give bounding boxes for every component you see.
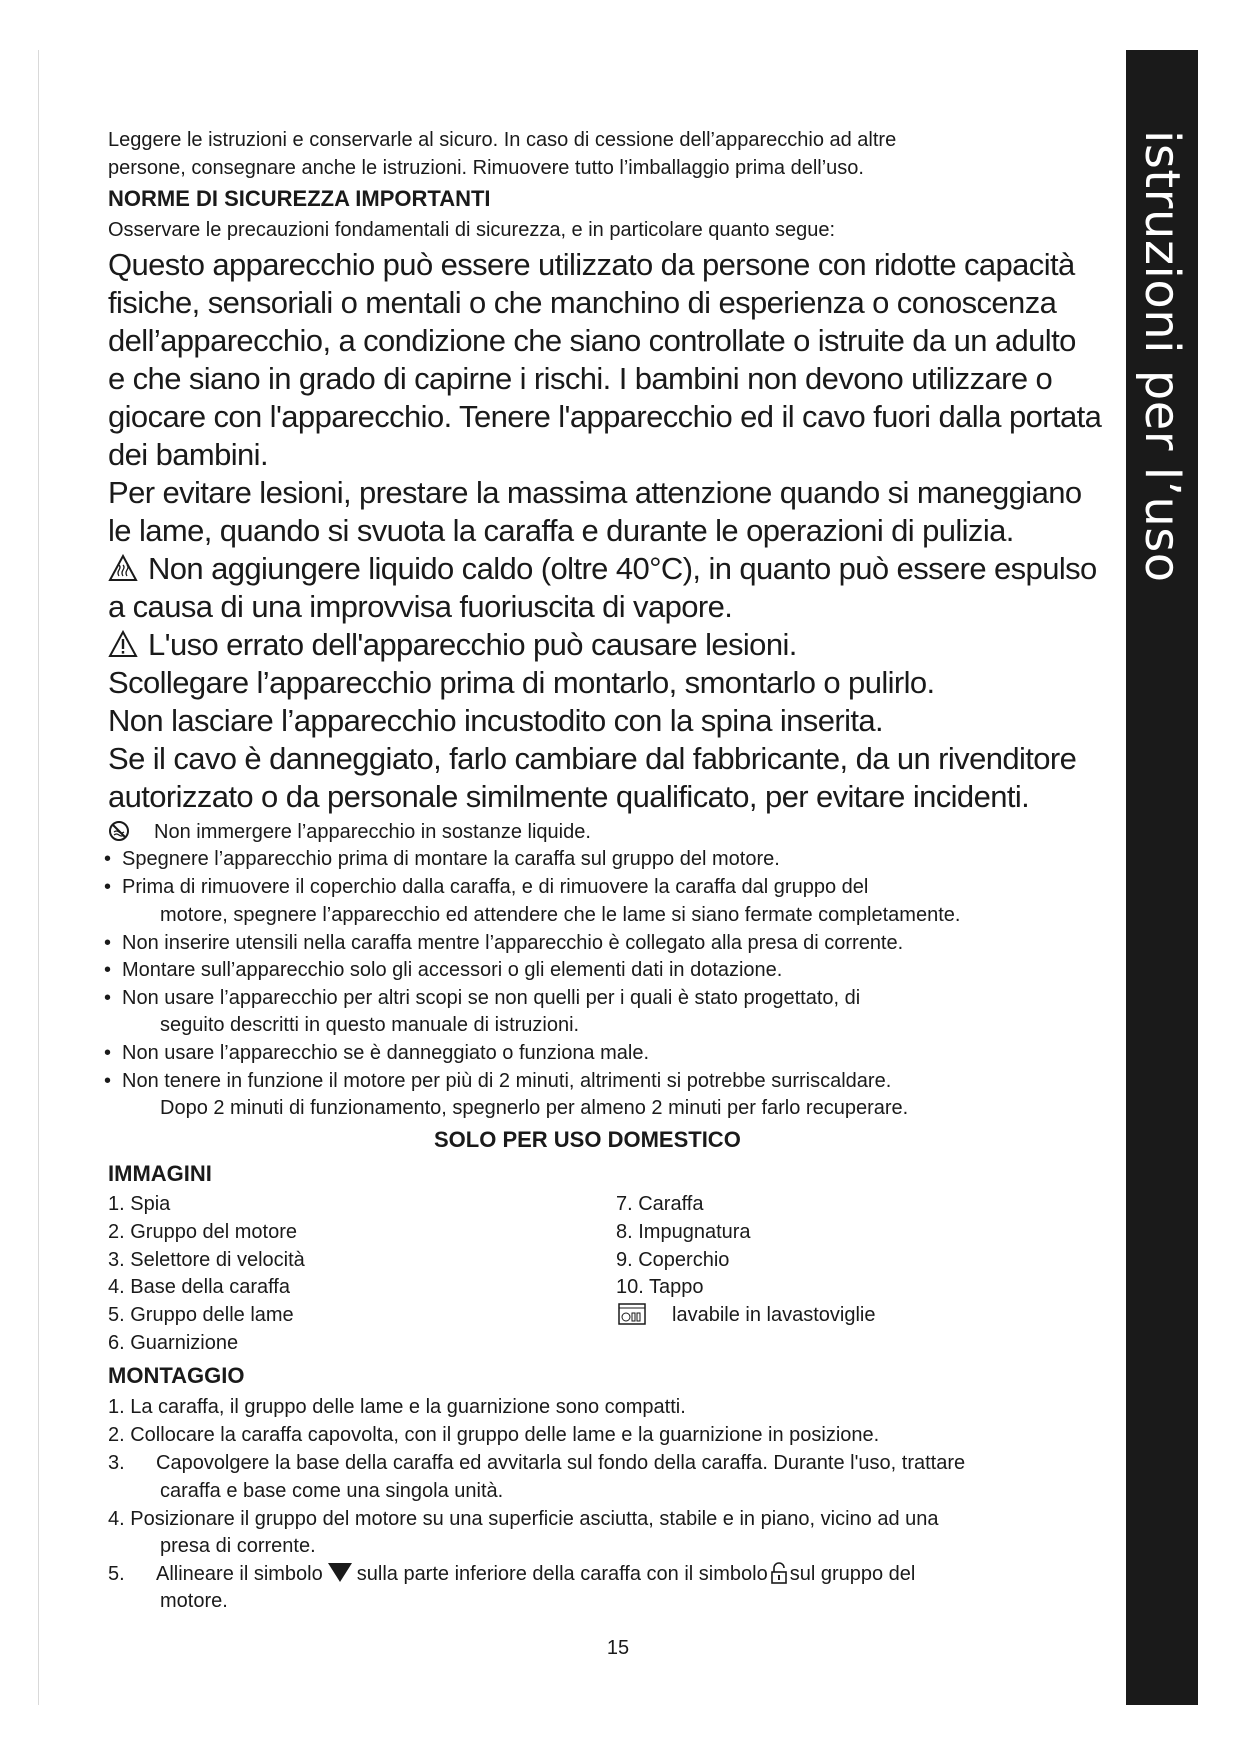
dishwasher-safe-note <box>618 1301 875 1329</box>
safety-bullet: • Montare sull’apparecchio solo gli accessori o gli elementi dati in dotazione. <box>108 956 782 984</box>
part-list-item: 7. Caraffa <box>616 1193 704 1215</box>
hot-liquid-warning-text: Non aggiungere liquido caldo (oltre 40°C), in quanto può essere espulso <box>148 551 1097 586</box>
safety-text-line: Non lasciare l’apparecchio incustodito con la spina inserita. <box>108 703 884 738</box>
safety-heading: NORME DI SICUREZZA IMPORTANTI <box>108 186 491 211</box>
side-tab <box>1126 50 1198 1705</box>
safety-bullet-continuation: Dopo 2 minuti di funzionamento, spegnerlo per almeno 2 minuti per farlo recuperare. <box>160 1097 909 1119</box>
part-list-item: 8. Impugnatura <box>616 1221 751 1243</box>
safety-text-line: giocare con l'apparecchio. Tenere l'apparecchio ed il cavo fuori dalla portata <box>108 399 1102 434</box>
part-list-item: 9. Coperchio <box>616 1249 730 1271</box>
part-list-item: 6. Guarnizione <box>108 1332 239 1354</box>
safety-text-line: le lame, quando si svuota la caraffa e durante le operazioni di pulizia. <box>108 513 1014 548</box>
safety-text-line: fisiche, sensoriali o mentali o che manchino di esperienza o conoscenza <box>108 285 1057 320</box>
safety-text-line: e che siano in grado di capirne i rischi. I bambini non devono utilizzare o <box>108 361 1053 396</box>
safety-text-line: dei bambini. <box>108 437 268 472</box>
safety-bullet: • Non tenere in funzione il motore per più di 2 minuti, altrimenti si potrebbe surriscaldare. <box>108 1067 891 1095</box>
part-list-item: 5. Gruppo delle lame <box>108 1304 294 1326</box>
dishwasher-safe-text: lavabile in lavastoviglie <box>672 1304 876 1326</box>
assembly-step: 2. Collocare la caraffa capovolta, con il gruppo delle lame e la guarnizione in posizione. <box>108 1424 880 1446</box>
hot-surface-warning-icon <box>108 554 138 582</box>
down-triangle-icon <box>327 1561 353 1583</box>
household-use-heading: SOLO PER USO DOMESTICO <box>434 1127 741 1152</box>
assembly-step <box>156 1560 915 1588</box>
safety-text-line: Scollegare l’apparecchio prima di montarlo, smontarlo o pulirlo. <box>108 665 935 700</box>
assembly-step-text: sulla parte inferiore della caraffa con il simbolo <box>356 1563 768 1585</box>
assembly-step: 4. Posizionare il gruppo del motore su una superficie asciutta, stabile e in piano, vicino ad una <box>108 1508 939 1530</box>
assembly-step-text: sul gruppo del <box>789 1563 916 1585</box>
images-heading: IMMAGINI <box>108 1161 212 1186</box>
intro-line: Leggere le istruzioni e conservarle al sicuro. In caso di cessione dell’apparecchio ad altre <box>108 129 897 151</box>
part-list-item: 3. Selettore di velocità <box>108 1249 305 1271</box>
safety-bullet-continuation: motore, spegnere l’apparecchio ed attendere che le lame si siano fermate completamente. <box>160 904 961 926</box>
page-number: 15 <box>606 1637 630 1659</box>
no-immerse-icon <box>108 820 130 842</box>
part-list-item: 4. Base della caraffa <box>108 1276 290 1298</box>
side-tab-label: istruzioni per l’uso <box>1134 130 1190 583</box>
part-list-item: 10. Tappo <box>616 1276 704 1298</box>
assembly-step: Capovolgere la base della caraffa ed avvitarla sul fondo della caraffa. Durante l'uso, trattare <box>156 1452 966 1474</box>
assembly-step-continuation: motore. <box>160 1590 228 1612</box>
assembly-step: 1. La caraffa, il gruppo delle lame e la guarnizione sono compatti. <box>108 1396 686 1418</box>
assembly-step-number: 3. <box>108 1452 125 1474</box>
safety-text-line: a causa di una improvvisa fuoriuscita di vapore. <box>108 589 733 624</box>
warning-icon <box>108 630 138 658</box>
intro-line: persone, consegnare anche le istruzioni. Rimuovere tutto l’imballaggio prima dell’uso. <box>108 157 864 179</box>
safety-text-line: autorizzato o da personale similmente qualificato, per evitare incidenti. <box>108 779 1030 814</box>
safety-bullet: • Non usare l’apparecchio se è danneggiato o funziona male. <box>108 1039 649 1067</box>
safety-text-line: Se il cavo è danneggiato, farlo cambiare dal fabbricante, da un rivenditore <box>108 741 1077 776</box>
safety-bullet: • Prima di rimuovere il coperchio dalla caraffa, e di rimuovere la caraffa dal gruppo del <box>108 873 868 901</box>
safety-bullet: • Non inserire utensili nella caraffa mentre l’apparecchio è collegato alla presa di corrente. <box>108 929 903 957</box>
misuse-warning <box>108 626 797 664</box>
part-list-item: 2. Gruppo del motore <box>108 1221 297 1243</box>
assembly-step-continuation: presa di corrente. <box>160 1535 316 1557</box>
safety-subheading: Osservare le precauzioni fondamentali di sicurezza, e in particolare quanto segue: <box>108 219 836 241</box>
dishwasher-icon <box>618 1303 646 1325</box>
left-margin-rule <box>38 50 39 1705</box>
safety-text-line: Questo apparecchio può essere utilizzato da persone con ridotte capacità <box>108 247 1075 282</box>
lock-icon <box>770 1561 788 1585</box>
misuse-warning-text: L'uso errato dell'apparecchio può causare lesioni. <box>148 627 797 662</box>
assembly-step-number: 5. <box>108 1563 125 1585</box>
assembly-step-text: Allineare il simbolo <box>156 1563 323 1585</box>
part-list-item: 1. Spia <box>108 1193 171 1215</box>
no-immerse-text: Non immergere l’apparecchio in sostanze liquide. <box>154 821 591 843</box>
safety-bullet: • Spegnere l’apparecchio prima di montare la caraffa sul gruppo del motore. <box>108 845 780 873</box>
hot-liquid-warning <box>108 550 1097 588</box>
safety-text-line: dell’apparecchio, a condizione che siano controllate o istruite da un adulto <box>108 323 1076 358</box>
safety-bullet-continuation: seguito descritti in questo manuale di istruzioni. <box>160 1014 580 1036</box>
no-immerse-warning <box>108 818 591 846</box>
safety-text-line: Per evitare lesioni, prestare la massima attenzione quando si maneggiano <box>108 475 1082 510</box>
assembly-step-continuation: caraffa e base come una singola unità. <box>160 1480 504 1502</box>
assembly-heading: MONTAGGIO <box>108 1363 245 1388</box>
safety-bullet: • Non usare l’apparecchio per altri scopi se non quelli per i quali è stato progettato, di <box>108 984 860 1012</box>
